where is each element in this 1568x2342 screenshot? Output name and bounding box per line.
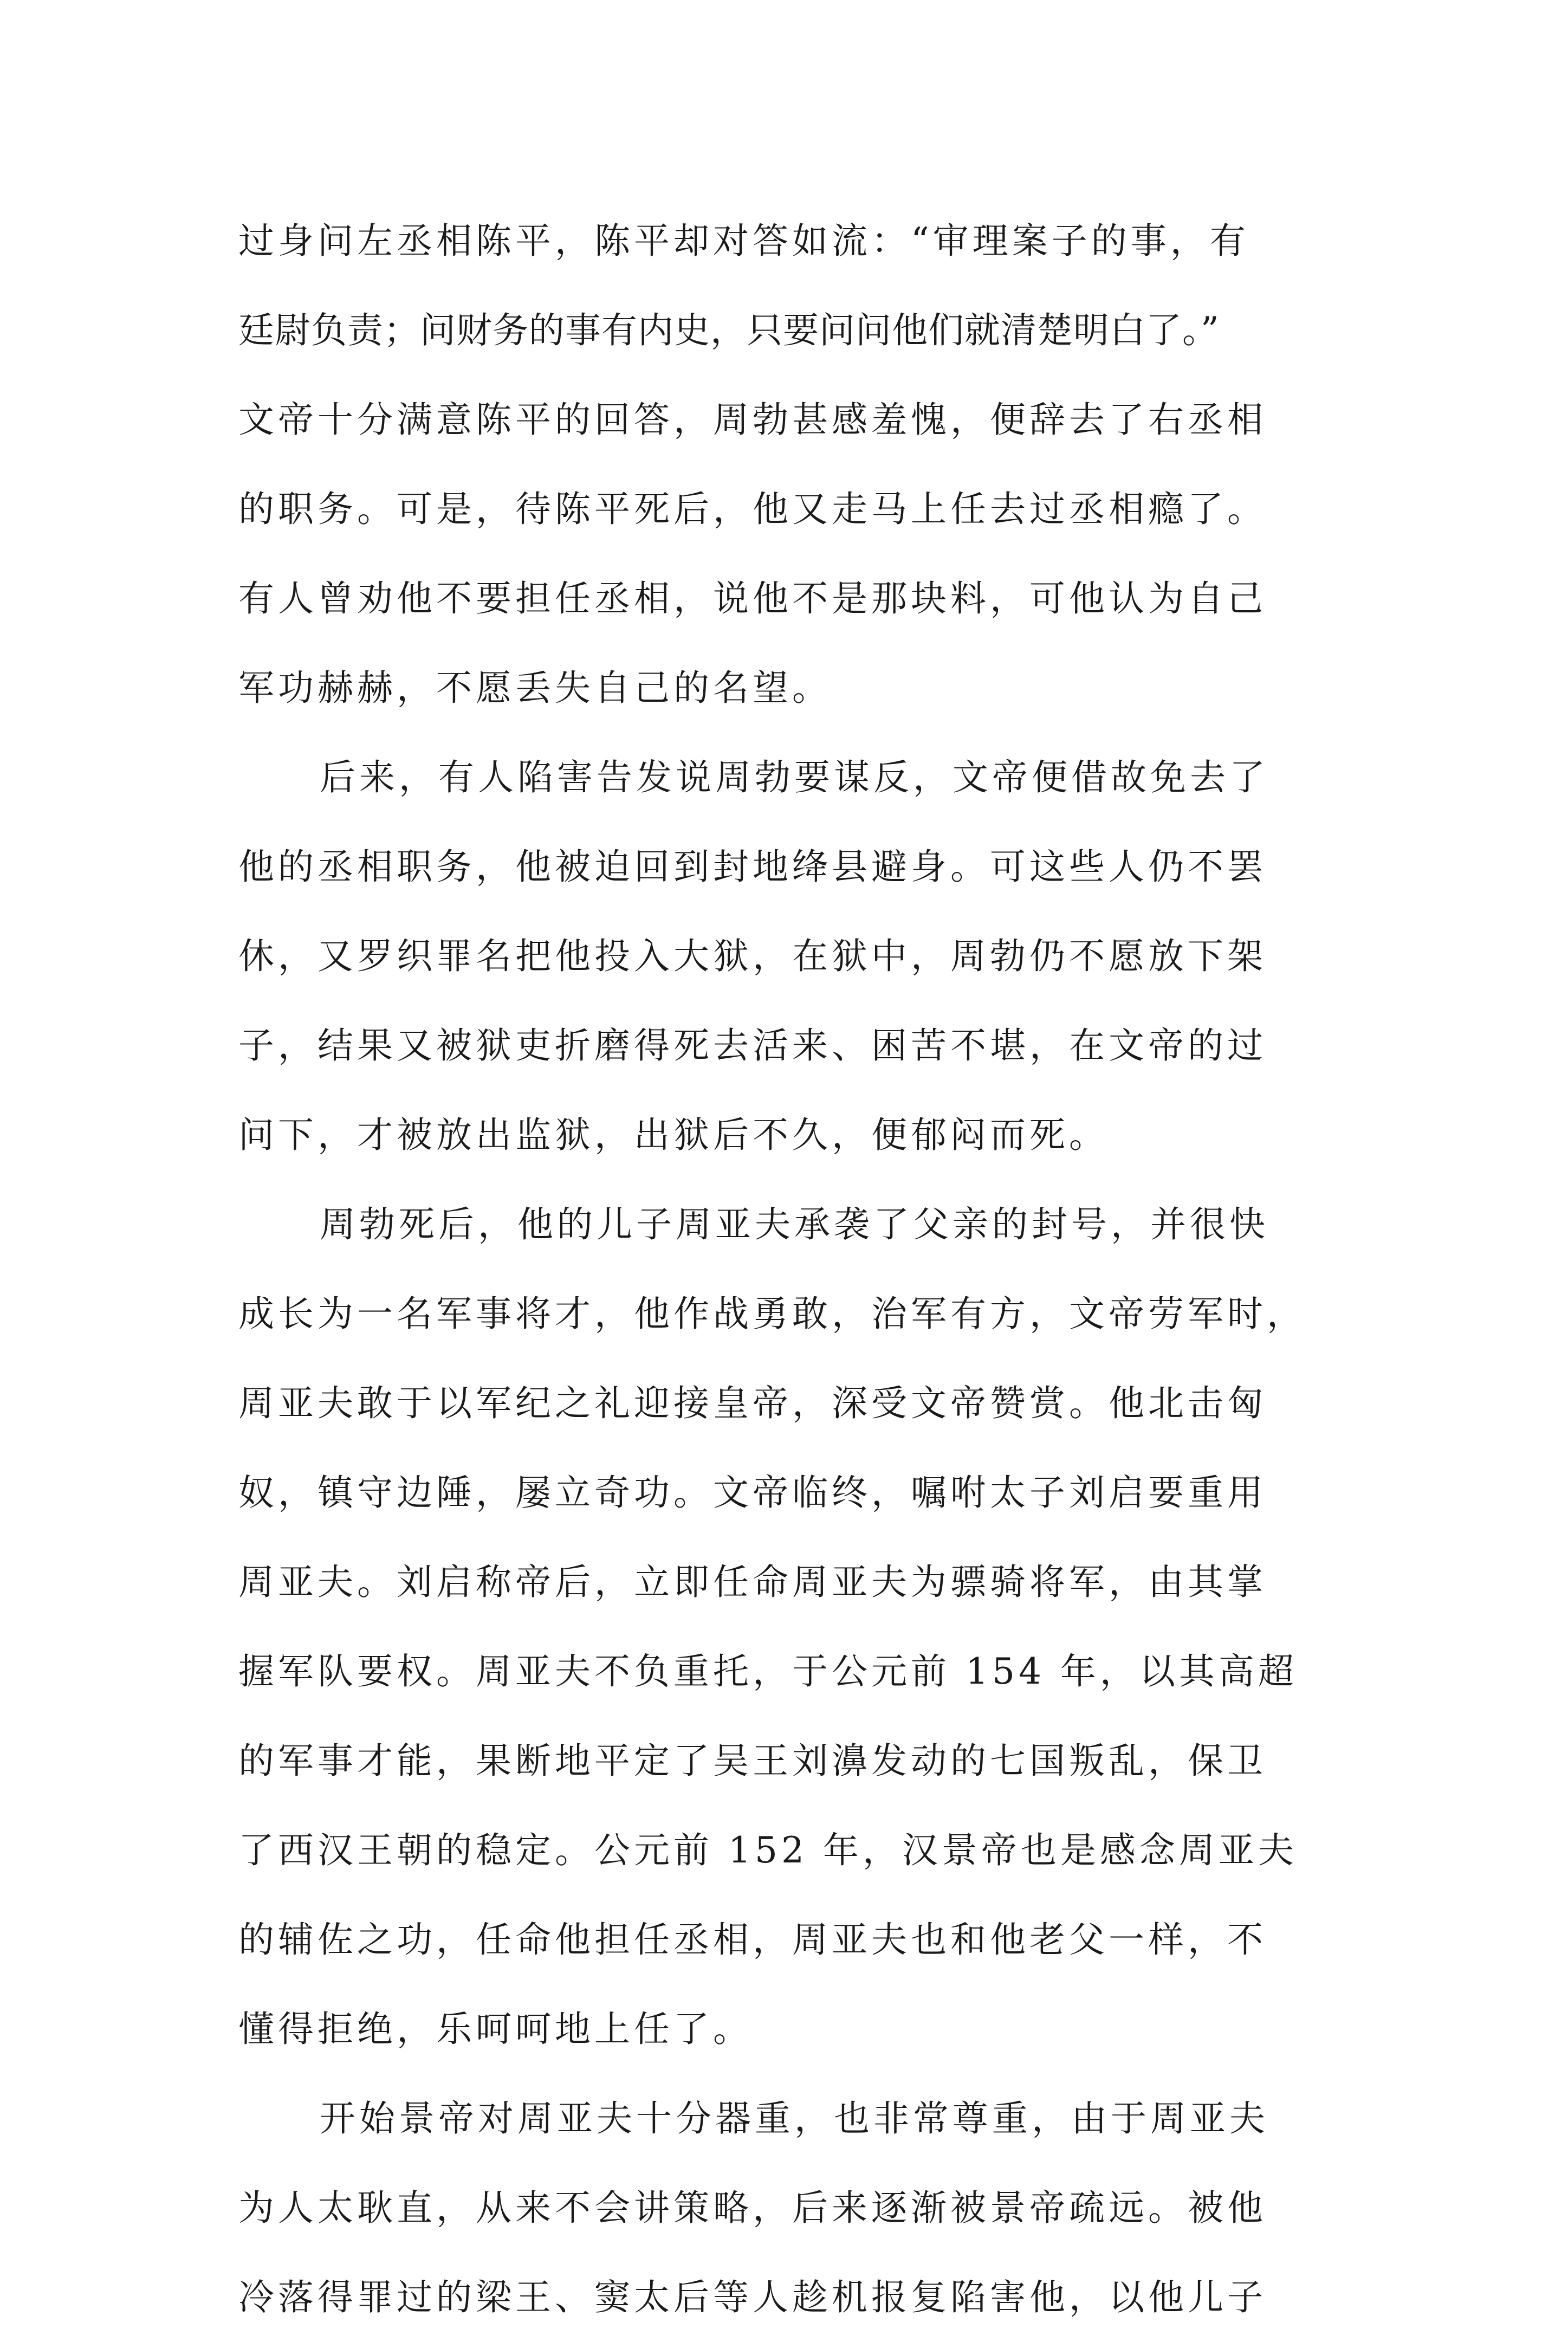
text-line: 懂得拒绝，乐呵呵地上任了。	[238, 2008, 753, 2050]
text-line: 有人曾劝他不要担任丞相，说他不是那块料，可他认为自己	[238, 578, 1267, 619]
paragraph-first-line: 后来，有人陷害告发说周勃要谋反，文帝便借故免去了	[320, 756, 1269, 798]
text-line: 廷尉负责；问财务的事有内史，只要问问他们就清楚明白了。”	[238, 309, 1220, 351]
text-line: 奴，镇守边陲，屡立奇功。文帝临终，嘱咐太子刘启要重用	[238, 1472, 1267, 1513]
text-line: 周亚夫敢于以军纪之礼迎接皇帝，深受文帝赞赏。他北击匈	[238, 1382, 1267, 1424]
body-text	[238, 196, 1341, 2342]
text-line: 子，结果又被狱吏折磨得死去活来、困苦不堪，在文帝的过	[238, 1025, 1267, 1066]
text-line: 握军队要权。周亚夫不负重托，于公元前 154 年，以其高超	[238, 1651, 1298, 1692]
text-line: 成长为一名军事将才，他作战勇敢，治军有方，文帝劳军时，	[238, 1293, 1306, 1335]
text-line: 问下，才被放出监狱，出狱后不久，便郁闷而死。	[238, 1114, 1109, 1156]
text-line: 文帝十分满意陈平的回答，周勃甚感羞愧，便辞去了右丞相	[238, 399, 1267, 441]
text-line: 周亚夫。刘启称帝后，立即任命周亚夫为骠骑将军，由其掌	[238, 1561, 1267, 1603]
text-line: 过身问左丞相陈平，陈平却对答如流：“审理案子的事，有	[238, 220, 1249, 262]
text-line: 为人太耿直，从来不会讲策略，后来逐渐被景帝疏远。被他	[238, 2187, 1267, 2229]
text-line: 的职务。可是，待陈平死后，他又走马上任去过丞相瘾了。	[238, 488, 1267, 530]
paragraph-first-line: 周勃死后，他的儿子周亚夫承袭了父亲的封号，并很快	[320, 1204, 1269, 1245]
paragraph-first-line: 开始景帝对周亚夫十分器重，也非常尊重，由于周亚夫	[320, 2098, 1269, 2139]
text-line: 的辅佐之功，任命他担任丞相，周亚夫也和他老父一样，不	[238, 1919, 1267, 1961]
text-line: 冷落得罪过的梁王、窦太后等人趁机报复陷害他，以他儿子	[238, 2276, 1267, 2318]
text-line: 了西汉王朝的稳定。公元前 152 年，汉景帝也是感念周亚夫	[238, 1829, 1298, 1871]
text-line: 的军事才能，果断地平定了吴王刘濞发动的七国叛乱，保卫	[238, 1740, 1267, 1782]
text-line: 军功赫赫，不愿丢失自己的名望。	[238, 667, 832, 709]
text-line: 他的丞相职务，他被迫回到封地绛县避身。可这些人仍不罢	[238, 846, 1267, 888]
text-line: 休，又罗织罪名把他投入大狱，在狱中，周勃仍不愿放下架	[238, 935, 1267, 977]
